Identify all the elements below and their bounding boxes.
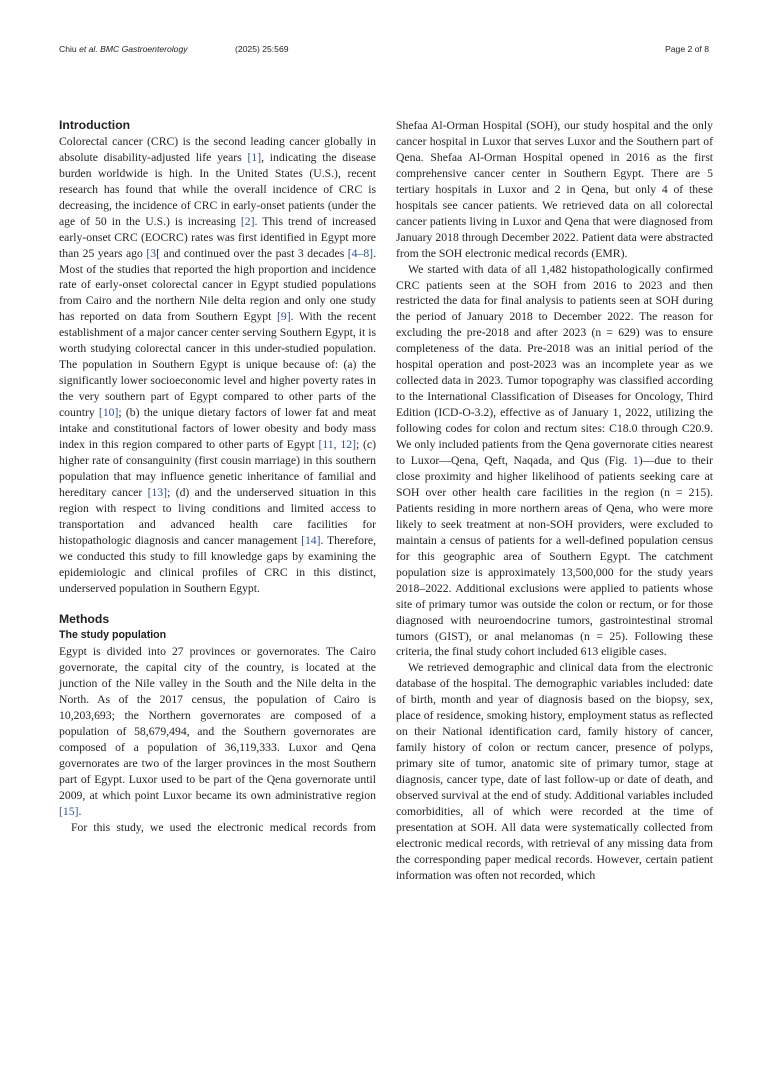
methods-paragraph-2-continued: Shefaa Al-Orman Hospital (SOH), our study hospital and the only cancer hospital in Luxor that serves Luxor and the Southern part of Qena. Shefaa Al-Orman Hospital opened in 2016 as the first comprehensive cancer center in Southern Egypt. There are 5 tertiary hospitals in Luxor and 2 in Qena, but only 4 of these hospitals see cancer patients. We retrieved data on all colorectal cancer patients living in Luxor and Qena that were diagnosed from January 2018 through December 2022. Patient data were abstracted from the SOH electronic medical records (EMR). (396, 119, 713, 260)
journal-citation (59, 44, 188, 54)
citation-link[interactable]: [1] (247, 150, 262, 164)
methods-heading: Methods (59, 612, 110, 627)
citation-link[interactable]: 1 (632, 454, 639, 468)
introduction-heading: Introduction (59, 118, 131, 132)
citation-link[interactable]: [13] (147, 485, 168, 499)
page-number: Page 2 of 8 (665, 44, 709, 54)
study-population-subheading: The study population (59, 629, 167, 642)
citation-link[interactable]: [15] (59, 804, 79, 818)
section-gap (59, 597, 376, 613)
author-name: Chiu (59, 44, 77, 54)
journal-name: BMC Gastroenterology (100, 44, 188, 54)
year-volume: (2025) 25:569 (235, 44, 289, 54)
citation-link[interactable]: [14] (301, 533, 321, 547)
methods-paragraph-4: We retrieved demographic and clinical data from the electronic database of the hospital. The demographic variables included: date of birth, month and year of diagnosis based on the biopsy, sex, place of residence, smoking history, employment status as reflected on their National identification card, family history of cancer, family history of colon or rectum cancer, presence of polyps, primary site of tumor, anatomic site of primary tumor, stage at diagnosis, cancer type, date of last follow-up or date of death, and observed survival at the end of study. Additional variables included comorbidities, all of which were recorded at the time of presentation at SOH. All data were systematically collected from electronic medical records, with retrieval of any missing data from the corresponding paper medical records. However, certain patient information was often not recorded, which (396, 661, 713, 882)
methods-paragraph-1: Egypt is divided into 27 provinces or governorates. The Cairo governorate, the capital city of the country, is located at the junction of the Nile valley in the South and the Nile delta in the North. As of the 2017 census, the population of Cairo is 10,203,693; the Northern governorates are composed of a population of 58,679,494, and the Southern governorates are composed of a population of 36,119,333. Luxor and Qena governorates are two of the larger provinces in the most Southern part of Egypt. Luxor used to be part of the Qena governorate until 2009, at which point Luxor became its own administrative region [15]. (59, 645, 376, 818)
citation-link[interactable]: [4–8] (347, 246, 374, 260)
column-left (59, 118, 376, 836)
citation-link[interactable]: [3 (146, 246, 157, 260)
citation-link[interactable]: [10] (98, 406, 119, 420)
citation-link[interactable]: [2] (240, 214, 255, 228)
et-al: et al. (79, 44, 98, 54)
citation-link[interactable]: [9] (277, 310, 291, 324)
citation-link[interactable]: [11, 12] (318, 438, 356, 452)
introduction-paragraph: Colorectal cancer (CRC) is the second leading cancer globally in absolute disability-adjusted life years [1], indicating the disease burden worldwide is high. In the United States (U.S.), recent research has found that while the overall incidence of CRC is decreasing, the incidence of CRC in early-onset patients (under the age of 50 in the U.S.) is increasing [2]. This trend of increased early-onset CRC (EOCRC) rates was first identified in Egypt more than 25 years ago [3[ and continued over the past 3 decades [4–8]. Most of the studies that reported the high proportion and incidence rate of early-onset colorectal cancer in Egypt studied populations from Cairo and the northern Nile delta region and only one study has reported on data from Southern Egypt [9]. With the recent establishment of a major cancer center serving Southern Egypt, it is worth studying colorectal cancer in this under-studied population. The population in Southern Egypt is unique because of: (a) the significantly lower socioeconomic level and higher poverty rates in the very southern part of Egypt compared to other parts of the country [10]; (b) the unique dietary factors of lower fat and meat intake and constitutional factors of lower obesity and body mass index in this region compared to other parts of Egypt [11, 12]; (c) higher rate of consanguinity (first cousin marriage) in this southern population that may influence genetic inheritance of familial and hereditary cancer [13]; (d) and the underserved situation in this region with respect to living conditions and limited access to transportation and advanced health care facilities for histopathologic diagnosis and cancer management [14]. Therefore, we conducted this study to fill knowledge gaps by examining the epidemiologic and clinical profiles of CRC in this distinct, underserved population in Southern Egypt. (59, 134, 377, 595)
methods-paragraph-2: For this study, we used the electronic medical records from (71, 820, 376, 834)
methods-paragraph-3: We started with data of all 1,482 histopathologically confirmed CRC patients seen at the SOH from 2016 to 2023 and then restricted the data for final analysis to patients seen at SOH during the period of January 2018 to December 2022. The reason for excluding the pre-2018 and after 2023 (n = 629) was to ensure completeness of the data. Pre-2018 was an initial period of the hospital operation and post-2023 was an incomplete year as we collected data in 2023. Tumor topography was classified according to the International Classification of Diseases for Oncology, Third Edition (ICD-O-3.2), effective as of January 1, 2022, utilizing the following codes for colon and rectum sites: C18.0 through C20.9. We only included patients from the Qena governorate cities nearest to Luxor—Qena, Qeft, Naqada, and Qus (Fig. 1)—due to their close proximity and higher likelihood of patients seeking care at SOH over other health care facilities in the region (n = 215). Patients residing in more northern areas of Qena, who were more likely to seek treatment at non-SOH providers, were excluded to maintain a census of patients for a well-defined population census for this geographic area of Southern Egypt. The catchment population size is approximately 13,500,000 for the study years 2018–2022. Additional exclusions were applied to patients whose site of primary tumor was outside the colon or rectum, or for those diagnosed with neuroendocrine tumors, gastrointestinal stromal tumors (GIST), or anal melanomas (n = 25). Following these criteria, the final study cohort included 613 eligible cases. (396, 262, 713, 659)
column-right (396, 118, 713, 884)
